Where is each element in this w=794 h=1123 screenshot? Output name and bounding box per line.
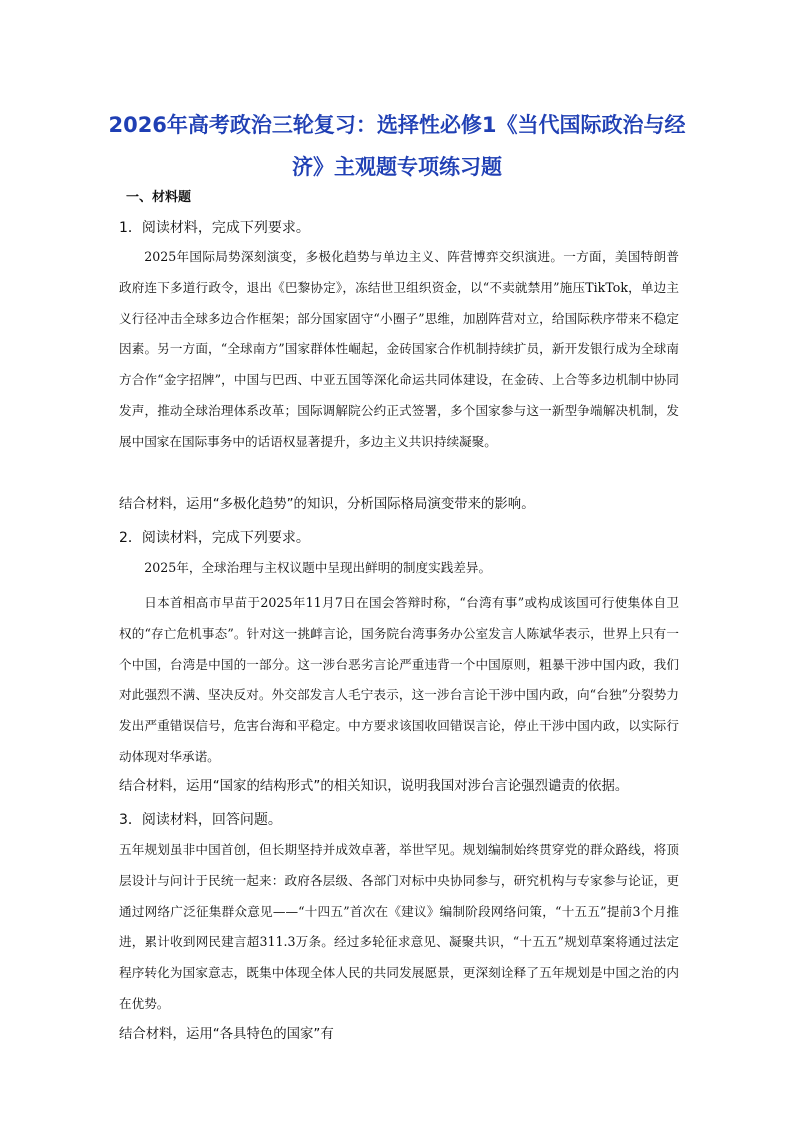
question-2-material-intro: 2025年，全球治理与主权议题中呈现出鲜明的制度实践差异。 xyxy=(144,560,492,575)
question-3-material: 五年规划虽非中国首创，但长期坚持并成效卓著，举世罕见。规划编制始终贯穿党的群众路线，将顶层设计与问计于民统一起来：政府各层级、各部门对标中央协同参与，研究机构与专家参与论证，更通过网络广泛征集群众意见——“十四五”首次在《建议》编制阶段网络问策，“十五五”提前3个月推进，累计收到网民建言超311.3万条。经过多轮征求意见、凝聚共识，“十五五”规划草案将通过法定程序转化为国家意志，既集中体现全体人民的共同发展愿景，更深刻诠释了五年规划是中国之治的内在优势。 xyxy=(119,842,679,1011)
question-2-requirement: 结合材料，运用“国家的结构形式”的相关知识，说明我国对涉台言论强烈谴责的依据。 xyxy=(119,779,629,794)
question-1-material: 2025年国际局势深刻演变，多极化趋势与单边主义、阵营博弈交织演进。一方面，美国特朗普政府连下多道行政令，退出《巴黎协定》，冻结世卫组织资金，以“不卖就禁用”施压TikTok，单边主义行径冲击全球多边合作框架；部分国家固守“小圈子”思维，加剧阵营对立，给国际秩序带来不稳定因素。另一方面，“全球南方”国家群体性崛起，金砖国家合作机制持续扩员，新开发银行成为全球南方合作“金字招牌”，中国与巴西、中亚五国等深化命运共同体建设，在金砖、上合等多边机制中协同发声，推动全球治理体系改革；国际调解院公约正式签署，多个国家参与这一新型争端解决机制，发展中国家在国际事务中的话语权显著提升，多边主义共识持续凝聚。 xyxy=(119,249,679,449)
question-1-requirement: 结合材料，运用“多极化趋势”的知识，分析国际格局演变带来的影响。 xyxy=(119,497,535,512)
question-3-prompt: 3．阅读材料，回答问题。 xyxy=(119,812,282,828)
question-3-requirement: 结合材料，运用“各具特色的国家”有 xyxy=(119,1027,334,1042)
page-title: 2026年高考政治三轮复习：选择性必修1《当代国际政治与经济》主观题专项练习题 xyxy=(108,113,686,179)
section-heading: 一、材料题 xyxy=(126,190,192,205)
question-2-material-body: 日本首相高市早苗于2025年11月7日在国会答辩时称，“台湾有事”或构成该国可行使集体自卫权的“存亡危机事态”。针对这一挑衅言论，国务院台湾事务办公室发言人陈斌华表示，世界上只有一个中国，台湾是中国的一部分。这一涉台恶劣言论严重违背一个中国原则，粗暴干涉中国内政，我们对此强烈不满、坚决反对。外交部发言人毛宁表示，这一涉台言论干涉中国内政，向“台独”分裂势力发出严重错误信号，危害台海和平稳定。中方要求该国收回错误言论，停止干涉中国内政，以实际行动体现对华承诺。 xyxy=(119,595,679,764)
question-2-prompt: 2．阅读材料，完成下列要求。 xyxy=(119,530,310,546)
question-1-prompt: 1．阅读材料，完成下列要求。 xyxy=(119,220,310,236)
